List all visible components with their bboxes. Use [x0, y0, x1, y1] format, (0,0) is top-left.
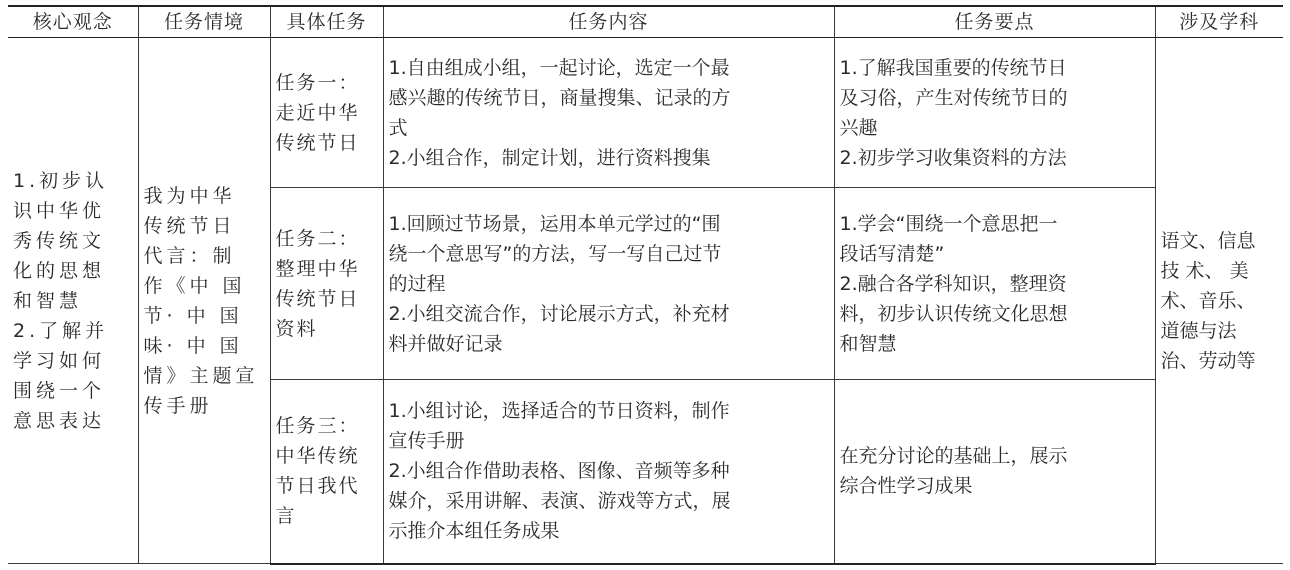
- task-points-cell: [834, 380, 1155, 564]
- text-line: 的过程: [388, 272, 446, 295]
- text-line: 2.融合各学科知识，整理资: [839, 272, 1067, 295]
- header-task-points: 任务要点: [834, 6, 1155, 38]
- text-line: 节日我代: [275, 475, 360, 498]
- task-points-cell: [834, 188, 1155, 380]
- text-line: 化的思想: [13, 259, 106, 282]
- text-line: 料，初步认识传统文化思想: [839, 302, 1068, 325]
- text-line: 任务二：: [275, 227, 360, 250]
- text-line: 任务一：: [275, 71, 360, 94]
- text-line: 2.初步学习收集资料的方法: [839, 146, 1067, 169]
- text-line: 整理中华: [275, 257, 360, 280]
- text-line: 治、劳动等: [1160, 349, 1256, 372]
- text-line: 1.了解我国重要的传统节日: [839, 56, 1067, 79]
- text-line: 宣传手册: [388, 430, 465, 453]
- text-line: 1.回顾过节场景，运用本单元学过的“围: [388, 212, 721, 235]
- text-line: 2.小组合作，制定计划，进行资料搜集: [388, 146, 711, 169]
- text-line: 语文、信息: [1160, 229, 1256, 252]
- text-line: 识中华优: [13, 199, 106, 222]
- text-line: 2.了解并: [13, 319, 109, 342]
- task-content-cell: [383, 188, 834, 380]
- text-line: 味· 中 国: [143, 334, 243, 357]
- text-line: 在充分讨论的基础上，展示: [839, 445, 1068, 468]
- header-task-content: 任务内容: [383, 6, 834, 38]
- situation-cell: [138, 38, 270, 564]
- task-plan-table: [8, 5, 1283, 565]
- text-line: 代言：制: [143, 244, 236, 267]
- header-core-concept: 核心观念: [8, 6, 138, 38]
- text-line: 1.学会“围绕一个意思把一: [839, 212, 1058, 235]
- text-line: 感兴趣的传统节日，商量搜集、记录的方: [388, 86, 731, 109]
- text-line: 技 术、 美: [1160, 259, 1249, 282]
- header-situation: 任务情境: [138, 6, 270, 38]
- text-line: 2.小组交流合作，讨论展示方式，补充材: [388, 302, 730, 325]
- text-line: 中华传统: [275, 445, 360, 468]
- core-concept-cell: [8, 38, 138, 564]
- text-line: 走近中华: [275, 101, 360, 124]
- header-specific-task: 具体任务: [270, 6, 383, 38]
- text-line: 2.小组合作借助表格、图像、音频等多种: [388, 460, 730, 483]
- header-subjects: 涉及学科: [1155, 6, 1283, 38]
- task-points-cell: [834, 38, 1155, 188]
- text-line: 1.小组讨论，选择适合的节日资料，制作: [388, 400, 730, 423]
- text-line: 媒介，采用讲解、表演、游戏等方式，展: [388, 490, 731, 513]
- text-line: 示推介本组任务成果: [388, 520, 560, 543]
- header-row: [8, 6, 1283, 38]
- task-name-cell: [270, 38, 383, 188]
- text-line: 料并做好记录: [388, 332, 503, 355]
- text-line: 及习俗，产生对传统节日的: [839, 86, 1068, 109]
- text-line: 综合性学习成果: [839, 475, 973, 498]
- task-content-cell: [383, 38, 834, 188]
- text-line: 绕一个意思写”的方法，写一写自己过节: [388, 242, 722, 265]
- text-line: 节· 中 国: [143, 304, 243, 327]
- text-line: 秀传统文: [13, 229, 106, 252]
- task-content-cell: [383, 380, 834, 564]
- text-line: 兴趣: [839, 116, 878, 139]
- text-line: 情》主题宣: [143, 364, 259, 387]
- text-line: 段话写清楚”: [839, 242, 945, 265]
- text-line: 传统节日: [143, 214, 236, 237]
- task-name-cell: [270, 380, 383, 564]
- text-line: 传手册: [143, 394, 213, 417]
- task-row: [8, 38, 1283, 188]
- text-line: 和智慧: [13, 289, 83, 312]
- text-line: 任务三：: [275, 415, 360, 438]
- text-line: 式: [388, 116, 408, 139]
- text-line: 和智慧: [839, 332, 897, 355]
- text-line: 1.初步认: [13, 169, 109, 192]
- text-line: 我为中华: [143, 184, 236, 207]
- text-line: 资料: [275, 317, 318, 340]
- text-line: 1.自由组成小组，一起讨论，选定一个最: [388, 56, 730, 79]
- text-line: 围绕一个: [13, 379, 106, 402]
- text-line: 传统节日: [275, 131, 360, 154]
- subjects-cell: [1155, 38, 1283, 564]
- text-line: 传统节日: [275, 287, 360, 310]
- text-line: 作《中 国: [143, 274, 246, 297]
- text-line: 言: [275, 505, 297, 528]
- task-name-cell: [270, 188, 383, 380]
- text-line: 道德与法: [1160, 319, 1237, 342]
- text-line: 意思表达: [13, 409, 106, 432]
- text-line: 学习如何: [13, 349, 106, 372]
- text-line: 术、音乐、: [1160, 289, 1256, 312]
